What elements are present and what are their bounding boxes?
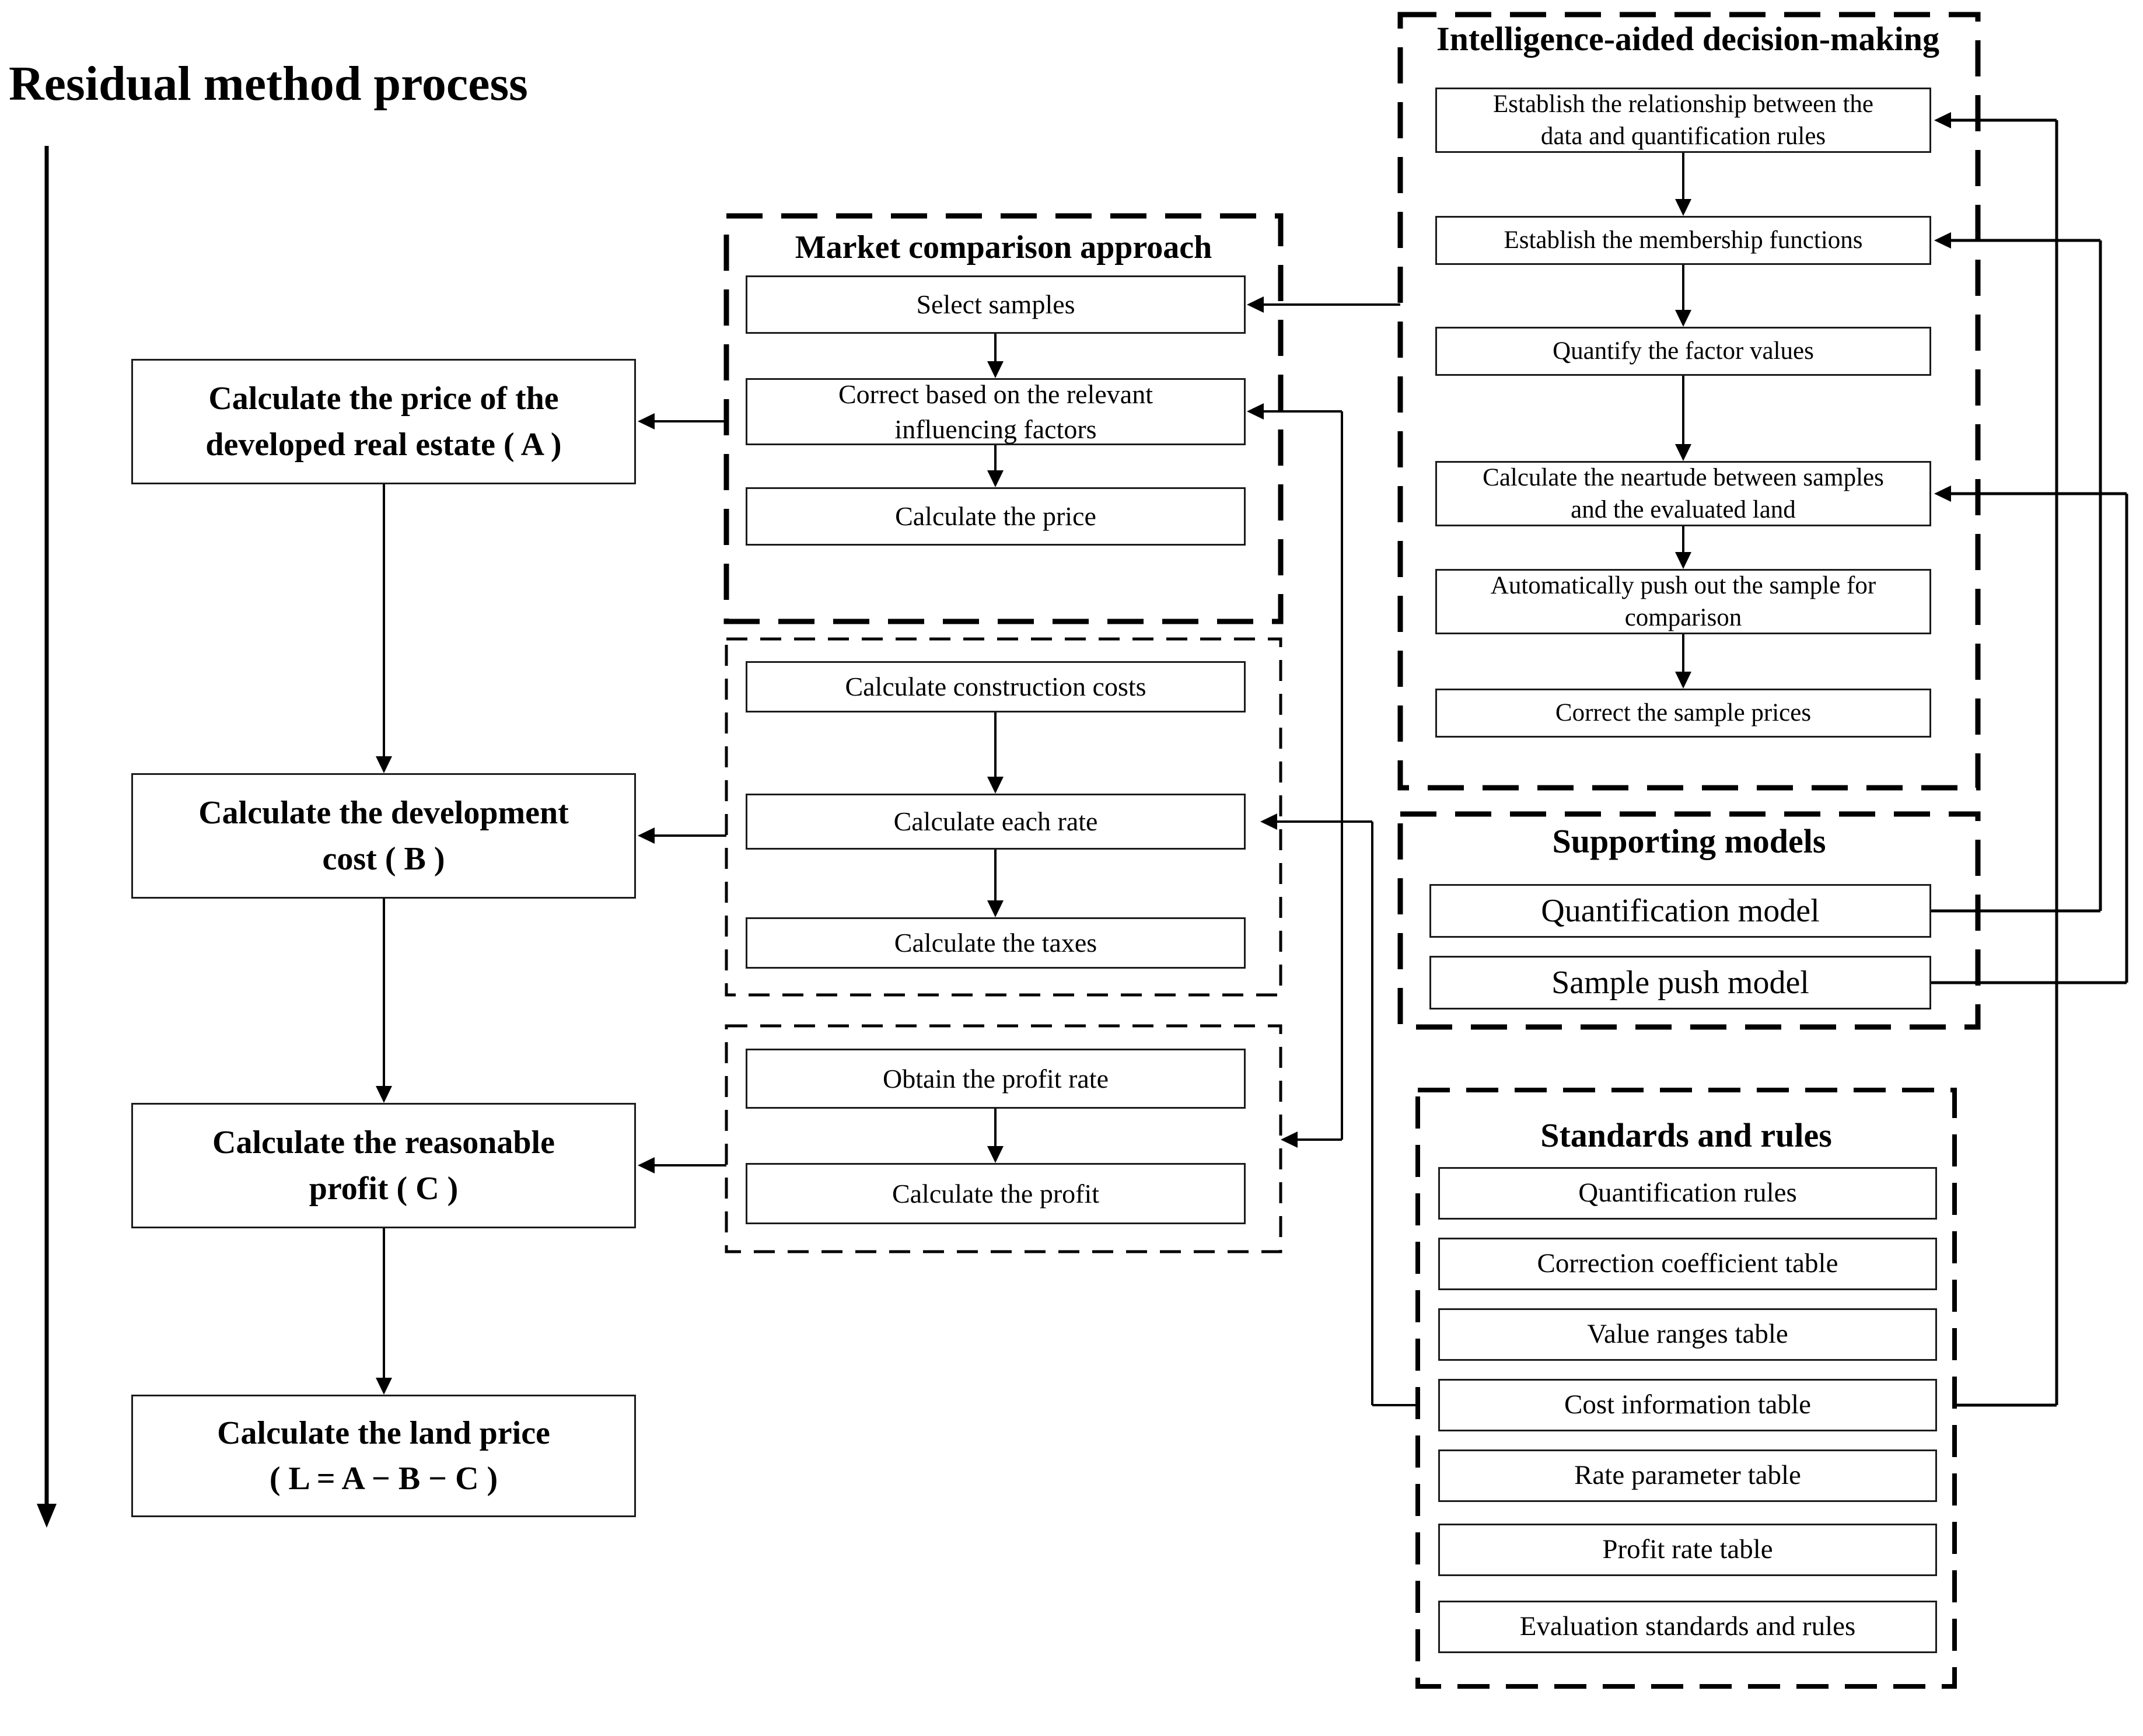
- step-neartude-line2: and the evaluated land: [1571, 496, 1796, 523]
- intelligence-group-title: Intelligence-aided decision-making: [1436, 20, 1939, 58]
- step-calculate-the-profit: [746, 1163, 1246, 1224]
- step-calculate-construction-costs: [746, 661, 1246, 712]
- page-title: Residual method process: [9, 57, 528, 111]
- box-a-line1: Calculate the price of the: [208, 380, 559, 417]
- box-reasonable-profit-c: [131, 1103, 636, 1228]
- step-relationship-line2: data and quantification rules: [1540, 123, 1826, 150]
- arrow-profitrate-to-profit: [987, 1109, 1004, 1163]
- arrow-construction-to-rate: [987, 712, 1004, 794]
- box-a-line2: developed real estate ( A ): [205, 426, 562, 463]
- standards-item-value-ranges-table: [1438, 1308, 1937, 1361]
- feedback-line-quantification-model-to-membership: [1930, 232, 2100, 911]
- step-quantify-label: Quantify the factor values: [1553, 337, 1814, 365]
- arrow-intelligence-to-select-samples: [1247, 296, 1400, 313]
- standards-item-quantification-rules: [1438, 1167, 1937, 1220]
- arrow-intel-2-3: [1675, 265, 1691, 327]
- step-select-samples: [746, 275, 1246, 334]
- step-correct-line1: Correct based on the relevant: [838, 379, 1153, 409]
- box-c-line2: profit ( C ): [309, 1170, 459, 1207]
- step-neartude-line1: Calculate the neartude between samples: [1483, 463, 1884, 491]
- step-correct-line2: influencing factors: [894, 414, 1097, 444]
- arrow-profit-to-box-c: [638, 1157, 726, 1173]
- arrow-intel-3-4: [1675, 376, 1691, 461]
- standards-item-label: Profit rate table: [1602, 1534, 1773, 1565]
- box-land-price-l: [131, 1395, 636, 1517]
- market-comparison-group-title: Market comparison approach: [795, 229, 1212, 266]
- step-relationship-line1: Establish the relationship between the: [1493, 90, 1873, 118]
- process-direction-arrow: [37, 146, 57, 1528]
- standards-group-title: Standards and rules: [1540, 1116, 1832, 1154]
- step-correct-influencing-factors: [746, 378, 1246, 445]
- step-membership-label: Establish the membership functions: [1504, 226, 1863, 254]
- box-l-line2: ( L = A − B − C ): [269, 1461, 498, 1497]
- step-calculate-price-label: Calculate the price: [895, 501, 1096, 532]
- arrow-cost-to-box-b: [638, 827, 726, 844]
- standards-item-correction-coefficient-table: [1438, 1238, 1937, 1290]
- step-establish-membership-functions: [1435, 216, 1931, 265]
- step-correct-prices-label: Correct the sample prices: [1555, 699, 1812, 727]
- standards-item-label: Quantification rules: [1578, 1178, 1797, 1208]
- box-price-developed-real-estate-a: [131, 359, 636, 484]
- step-calculate-the-taxes: [746, 917, 1246, 969]
- step-taxes-label: Calculate the taxes: [894, 928, 1097, 958]
- box-b-line2: cost ( B ): [322, 840, 445, 877]
- step-profit-label: Calculate the profit: [892, 1178, 1100, 1208]
- step-calculate-the-price: [746, 487, 1246, 546]
- arrow-c-to-l: [376, 1228, 392, 1395]
- step-quantify-factor-values: [1435, 327, 1931, 376]
- standards-item-profit-rate-table: [1438, 1524, 1937, 1576]
- box-b-line1: Calculate the development: [198, 795, 569, 832]
- step-profit-rate-label: Obtain the profit rate: [882, 1063, 1109, 1094]
- arrow-intel-5-6: [1675, 634, 1691, 689]
- arrow-correct-to-price: [987, 445, 1004, 487]
- feedback-line-cost-info-to-each-rate: [1260, 813, 1418, 1405]
- arrow-intel-1-2: [1675, 153, 1691, 216]
- step-establish-relationship: [1435, 88, 1931, 153]
- model-quantification-label: Quantification model: [1541, 892, 1820, 929]
- standards-item-label: Evaluation standards and rules: [1519, 1611, 1856, 1642]
- supporting-models-group-title: Supporting models: [1552, 822, 1826, 860]
- step-each-rate-label: Calculate each rate: [893, 806, 1098, 837]
- standards-item-evaluation-standards-rules: [1438, 1601, 1937, 1653]
- step-automatically-push-sample: [1435, 569, 1931, 634]
- step-obtain-profit-rate: [746, 1049, 1246, 1109]
- step-calculate-each-rate: [746, 794, 1246, 850]
- step-push-line1: Automatically push out the sample for: [1490, 571, 1876, 599]
- box-development-cost-b: [131, 773, 636, 899]
- standards-item-label: Value ranges table: [1587, 1319, 1788, 1350]
- model-quantification: [1429, 884, 1931, 938]
- standards-item-cost-information-table: [1438, 1379, 1937, 1431]
- box-c-line1: Calculate the reasonable: [212, 1124, 555, 1161]
- step-push-line2: comparison: [1624, 604, 1742, 631]
- arrow-a-to-b: [376, 484, 392, 773]
- arrow-intel-4-5: [1675, 526, 1691, 569]
- standards-item-label: Cost information table: [1564, 1389, 1811, 1420]
- standards-item-rate-parameter-table: [1438, 1449, 1937, 1502]
- arrow-market-to-box-a: [638, 413, 726, 429]
- step-select-samples-label: Select samples: [916, 289, 1075, 320]
- arrow-rate-to-taxes: [987, 850, 1004, 917]
- feedback-line-correct-and-profit: [1247, 403, 1342, 1148]
- feedback-line-sample-push-model-to-neartude: [1930, 485, 2127, 983]
- step-construction-costs-label: Calculate construction costs: [845, 672, 1146, 702]
- arrow-select-to-correct: [987, 334, 1004, 378]
- standards-item-label: Rate parameter table: [1574, 1460, 1801, 1491]
- step-calculate-neartude: [1435, 461, 1931, 526]
- feedback-line-cost-info-to-relationship: [1934, 112, 2057, 1405]
- arrow-b-to-c: [376, 899, 392, 1103]
- standards-item-label: Correction coefficient table: [1537, 1248, 1838, 1279]
- box-l-line1: Calculate the land price: [217, 1414, 550, 1451]
- model-sample-push: [1429, 956, 1931, 1010]
- step-correct-sample-prices: [1435, 689, 1931, 738]
- model-sample-push-label: Sample push model: [1551, 964, 1809, 1001]
